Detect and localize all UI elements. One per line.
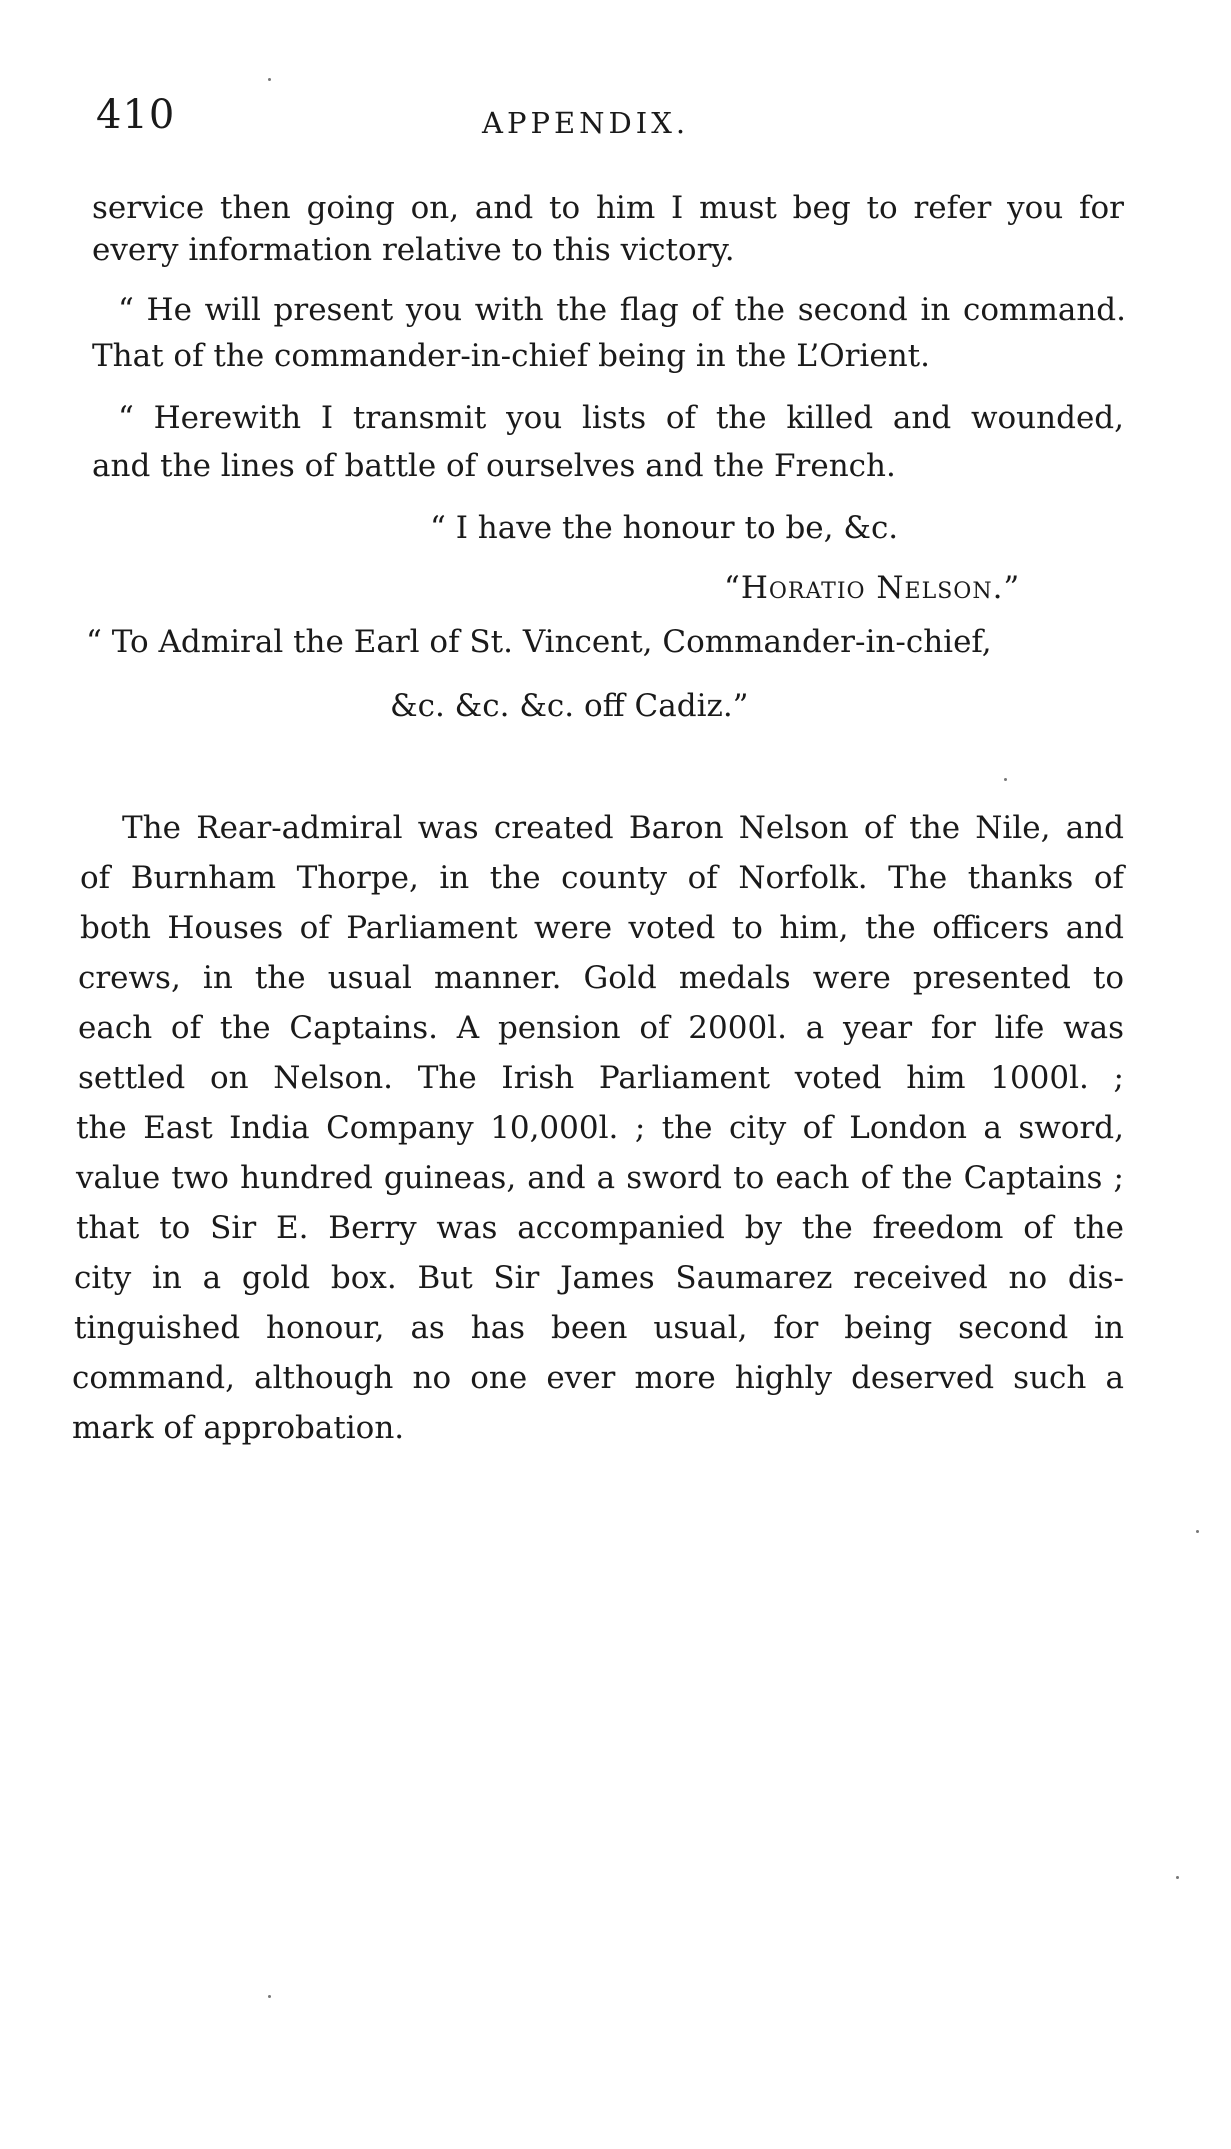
scan-speck: [1004, 778, 1007, 781]
letter-signature: “Horatio Nelson.”: [724, 570, 1021, 606]
scan-speck: [1196, 1530, 1199, 1533]
scan-speck: [1176, 1876, 1179, 1879]
narrative-line: tinguished honour, as has been usual, for being second in: [74, 1310, 1124, 1346]
narrative-line: of Burnham Thorpe, in the county of Norfolk. The thanks of: [80, 860, 1124, 896]
narrative-line: value two hundred guineas, and a sword to each of the Captains ;: [76, 1160, 1124, 1196]
page-header: [96, 92, 1136, 152]
letter-address-line: “ To Admiral the Earl of St. Vincent, Commander-in-chief,: [86, 624, 992, 660]
narrative-line: the East India Company 10,000l. ; the city of London a sword,: [76, 1110, 1124, 1146]
scan-speck: [268, 1995, 271, 1998]
narrative-line: that to Sir E. Berry was accompanied by the freedom of the: [76, 1210, 1124, 1246]
running-head: APPENDIX.: [482, 106, 690, 140]
narrative-line: crews, in the usual manner. Gold medals were presented to: [78, 960, 1124, 996]
narrative-line: settled on Nelson. The Irish Parliament voted him 1000l. ;: [78, 1060, 1124, 1096]
letter-closing: “ I have the honour to be, &c.: [430, 510, 899, 546]
letter-line: every information relative to this victory.: [92, 232, 735, 268]
narrative-line: The Rear-admiral was created Baron Nelson of the Nile, and: [122, 810, 1124, 846]
narrative-line: both Houses of Parliament were voted to him, the officers and: [80, 910, 1124, 946]
letter-line: “ He will present you with the flag of the second in command.: [118, 292, 1126, 328]
letter-line: That of the commander-in-chief being in the L’Orient.: [92, 338, 930, 374]
narrative-line: command, although no one ever more highly deserved such a: [72, 1360, 1124, 1396]
letter-line: service then going on, and to him I must beg to refer you for: [92, 190, 1124, 226]
letter-address-line: &c. &c. &c. off Cadiz.”: [390, 688, 749, 724]
narrative-line: city in a gold box. But Sir James Saumarez received no dis-: [74, 1260, 1124, 1296]
narrative-line: mark of approbation.: [72, 1410, 405, 1446]
scan-speck: [268, 78, 271, 81]
page-number: 410: [96, 92, 176, 138]
letter-line: and the lines of battle of ourselves and the French.: [92, 448, 896, 484]
narrative-line: each of the Captains. A pension of 2000l. a year for life was: [78, 1010, 1124, 1046]
letter-line: “ Herewith I transmit you lists of the killed and wounded,: [118, 400, 1124, 436]
